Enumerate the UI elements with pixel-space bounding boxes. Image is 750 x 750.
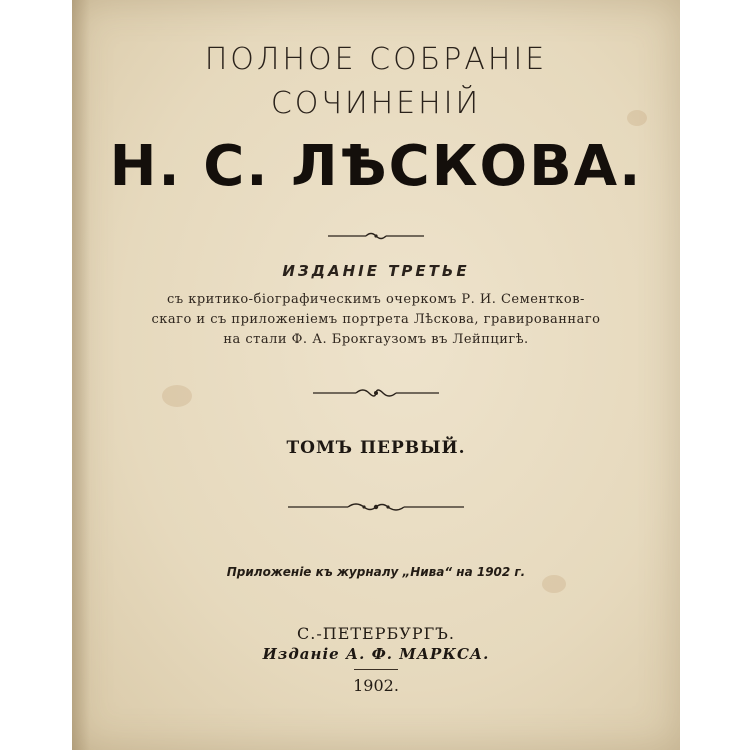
description-line-2: скаго и съ приложеніемъ портрета Лѣскова, гравированнаго xyxy=(151,312,601,327)
imprint-year: 1902. xyxy=(353,676,399,695)
decorative-rule-icon xyxy=(72,500,680,514)
description-line-3: на стали Ф. А. Брокгаузомъ въ Лейпцигѣ. xyxy=(223,332,529,347)
title-line-1: ПОЛНОЕ СОБРАНІЕ xyxy=(204,42,548,77)
imprint-rule xyxy=(354,669,398,670)
author-name: Н. С. ЛѢСКОВА. xyxy=(109,134,643,199)
scroll-flourish-icon xyxy=(72,386,680,400)
title-page xyxy=(72,0,680,750)
small-flourish-icon xyxy=(72,229,680,243)
title-line-2: СОЧИНЕНІЙ xyxy=(270,86,482,121)
imprint-city: С.-ПЕТЕРБУРГЪ. xyxy=(297,624,455,643)
supplement-note: Приложеніе къ журналу „Нива“ на 1902 г. xyxy=(226,565,526,579)
imprint-publisher: Изданіе А. Ф. МАРКСА. xyxy=(262,645,490,663)
edition-label: ИЗДАНІЕ ТРЕТЬЕ xyxy=(282,262,470,280)
description-line-1: съ критико-біографическимъ очеркомъ Р. И. Сементков- xyxy=(167,292,585,307)
volume-label: ТОМЪ ПЕРВЫЙ. xyxy=(286,438,466,458)
